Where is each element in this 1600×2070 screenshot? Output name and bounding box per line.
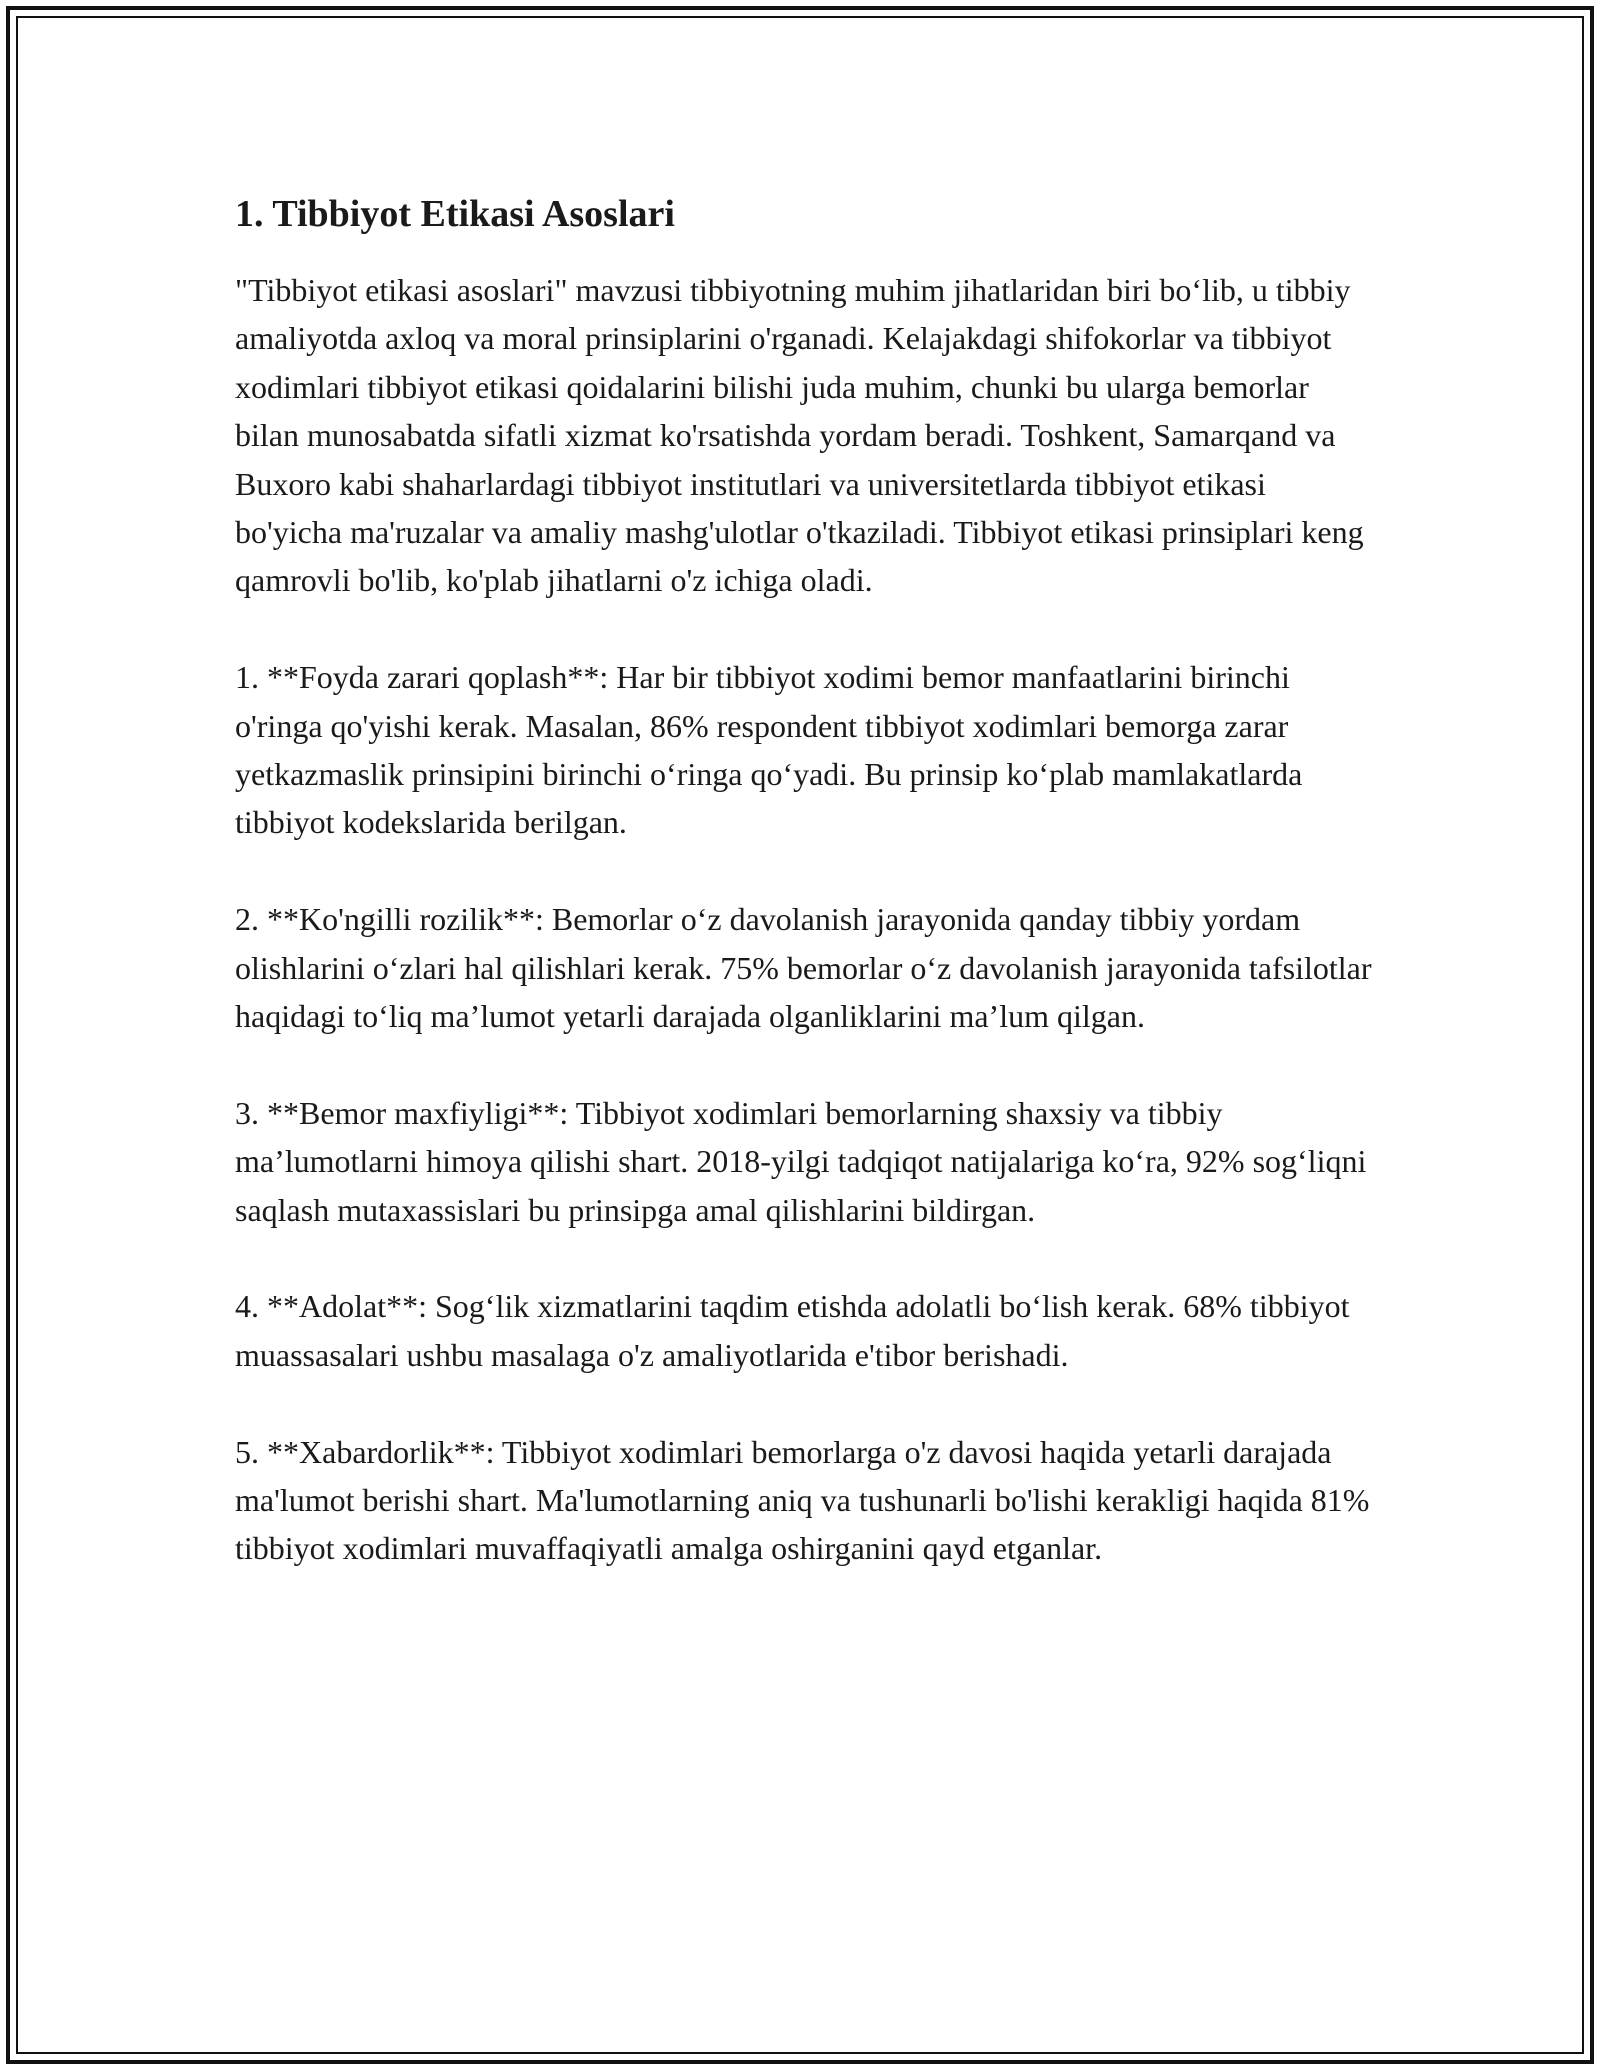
- intro-paragraph: "Tibbiyot etikasi asoslari" mavzusi tibbiyotning muhim jihatlaridan biri bo‘lib, u tibbiy amaliyotda axloq va moral prinsiplarini o'rganadi. Kelajakdagi shifokorlar va tibbiyot xodimlari tibbiyot etikasi qoidalarini bilishi juda muhim, chunki bu ularga bemorlar bilan munosabatda sifatli xizmat ko'rsatishda yordam beradi. Toshkent, Samarqand va Buxoro kabi shaharlardagi tibbiyot institutlari va universitetlarda tibbiyot etikasi bo'yicha ma'ruzalar va amaliy mashg'ulotlar o'tkaziladi. Tibbiyot etikasi prinsiplari keng qamrovli bo'lib, ko'plab jihatlarni o'z ichiga oladi.: [235, 272, 1364, 599]
- principle-5-paragraph: 5. **Xabardorlik**: Tibbiyot xodimlari bemorlarga o'z davosi haqida yetarli darajada ma'lumot berishi shart. Ma'lumotlarning aniq va tushunarli bo'lishi kerakligi haqida 81% tibbiyot xodimlari muvaffaqiyatli amalga oshirganini qayd etganlar.: [235, 1433, 1370, 1567]
- document-body: [235, 186, 1375, 1621]
- principle-2-paragraph: 2. **Ko'ngilli rozilik**: Bemorlar o‘z davolanish jarayonida qanday tibbiy yordam olishlarini o‘zlari hal qilishlari kerak. 75% bemorlar o‘z davolanish jarayonida tafsilotlar haqidagi to‘liq ma’lumot yetarli darajada olganliklarini ma’lum qilgan.: [235, 901, 1372, 1035]
- principle-1-paragraph: 1. **Foyda zarari qoplash**: Har bir tibbiyot xodimi bemor manfaatlarini birinchi o'ringa qo'yishi kerak. Masalan, 86% respondent tibbiyot xodimlari bemorga zarar yetkazmaslik prinsipini birinchi o‘ringa qo‘yadi. Bu prinsip ko‘plab mamlakatlarda tibbiyot kodekslarida berilgan.: [235, 659, 1303, 841]
- section-title: 1. Tibbiyot Etikasi Asoslari: [235, 193, 675, 235]
- principle-3-paragraph: 3. **Bemor maxfiyligi**: Tibbiyot xodimlari bemorlarning shaxsiy va tibbiy ma’lumotlarni himoya qilishi shart. 2018-yilgi tadqiqot natijalariga ko‘ra, 92% sog‘liqni saqlash mutaxassislari bu prinsipga amal qilishlarini bildirgan.: [235, 1094, 1367, 1228]
- principle-4-paragraph: 4. **Adolat**: Sog‘lik xizmatlarini taqdim etishda adolatli bo‘lish kerak. 68% tibbiyot muassasalari ushbu masalaga o'z amaliyotlarida e'tibor berishadi.: [235, 1288, 1350, 1373]
